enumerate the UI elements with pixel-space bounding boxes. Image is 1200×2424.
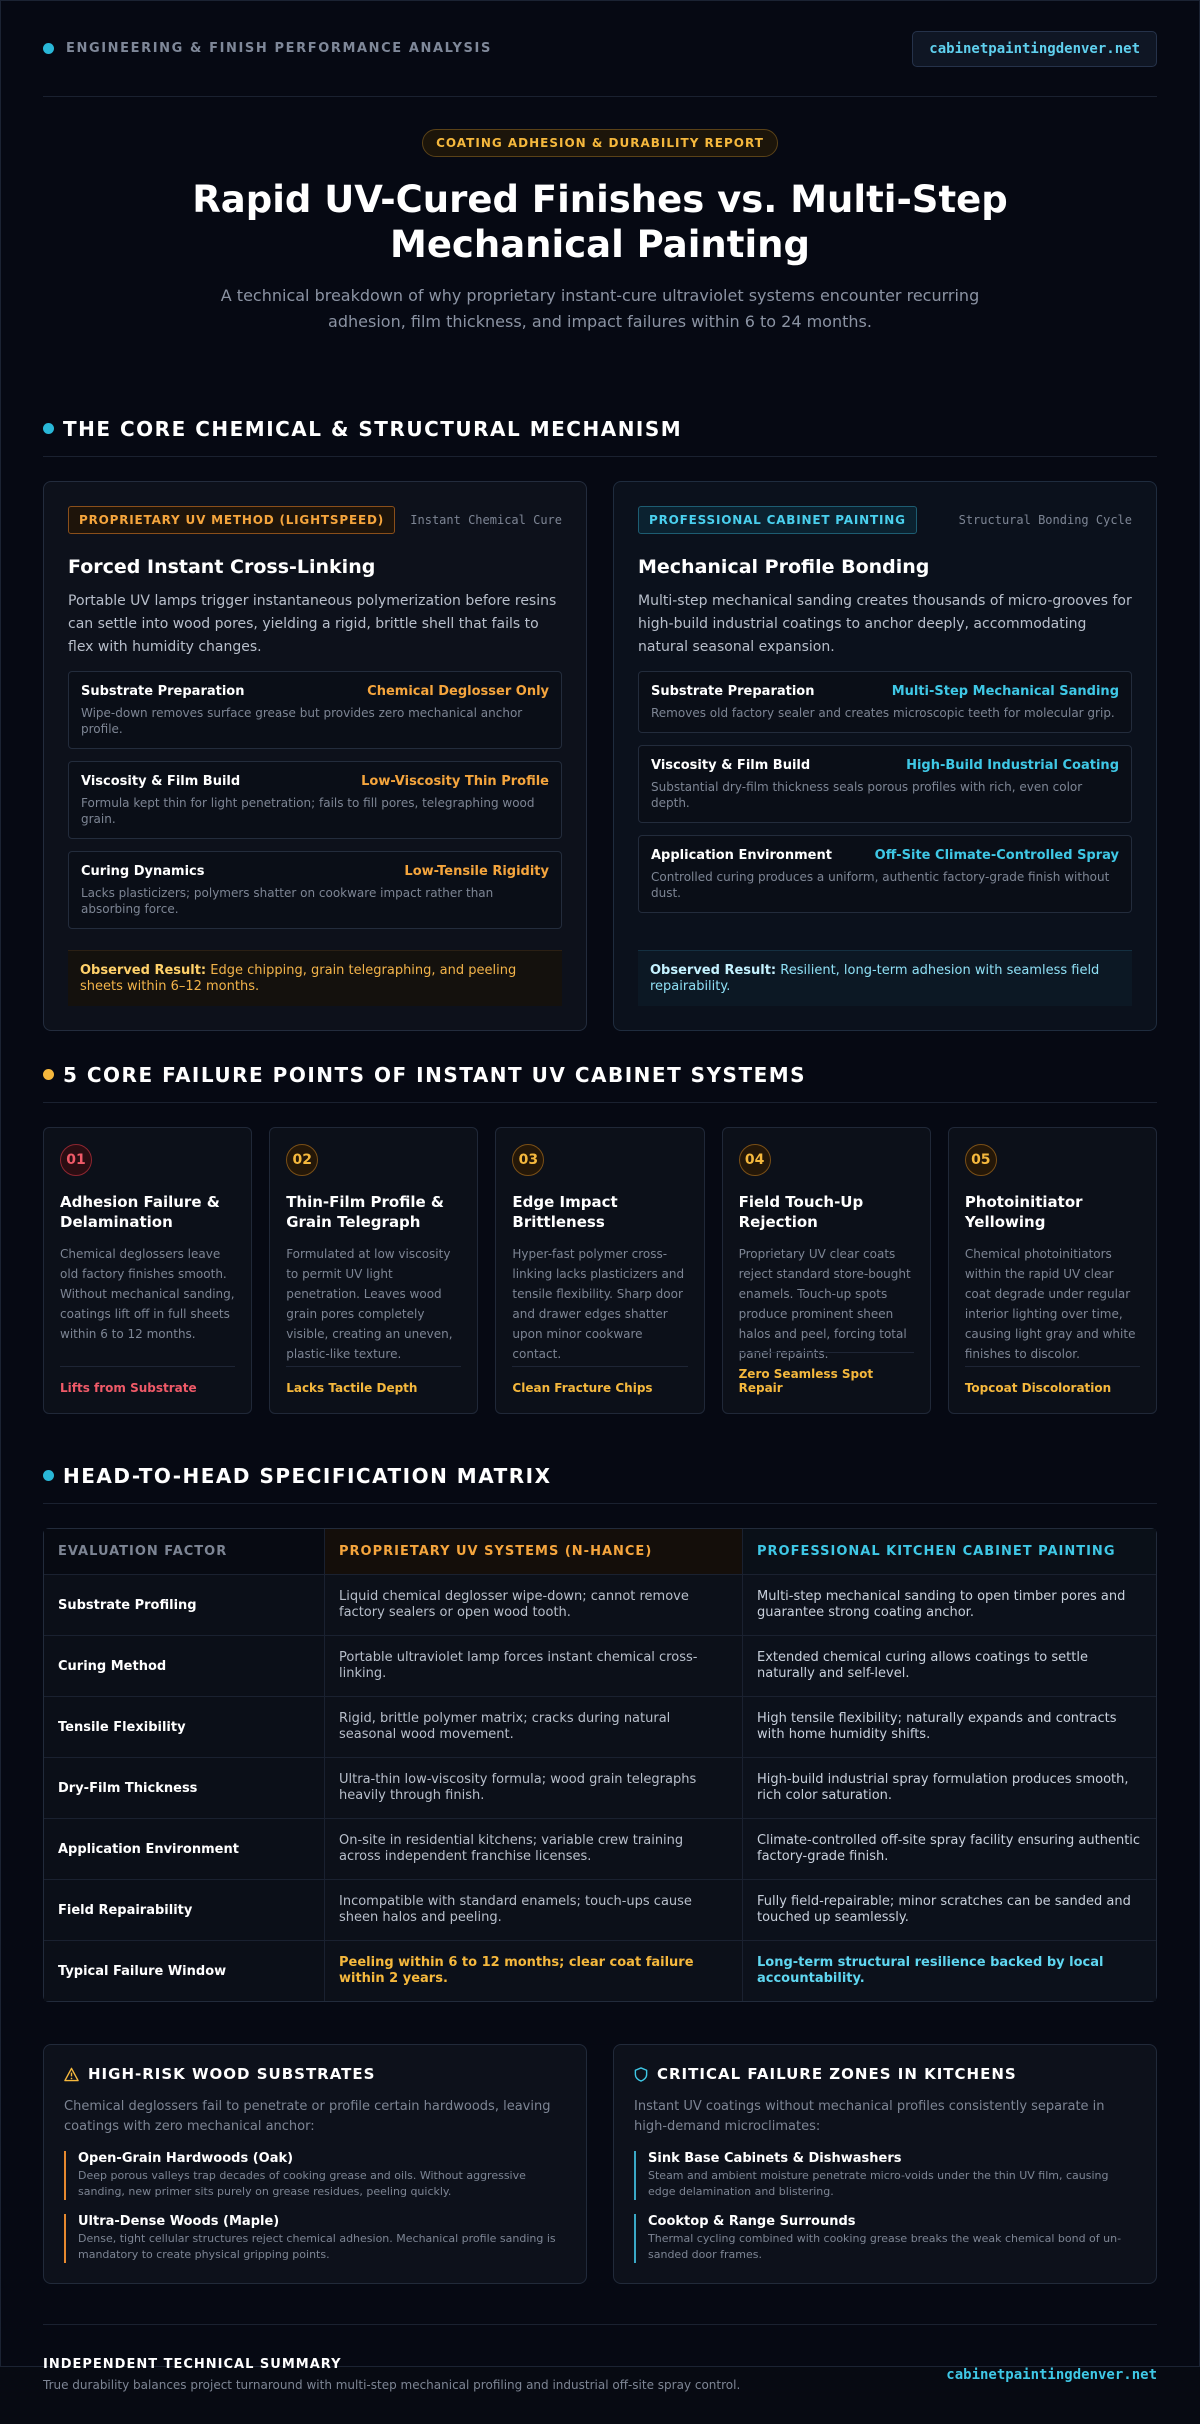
feature-desc: Lacks plasticizers; polymers shatter on cookware impact rather than absorbing force. bbox=[81, 886, 494, 916]
failure-desc: Chemical deglossers leave old factory finishes smooth. Without mechanical sanding, coatings lift off in full sheets within 6 to 12 months. bbox=[60, 1247, 235, 1341]
top-bar bbox=[43, 1, 1157, 97]
failure-title: Photoinitiator Yellowing bbox=[964, 1193, 1083, 1231]
feature-label: Application Environment bbox=[651, 848, 832, 863]
feature-value: Low-Viscosity Thin Profile bbox=[361, 774, 549, 789]
failure-number: 02 bbox=[286, 1144, 318, 1176]
failure-tag: Clean Fracture Chips bbox=[512, 1366, 687, 1395]
page-title: Rapid UV-Cured Finishes vs. Multi-Step Mechanical Painting bbox=[192, 178, 1008, 266]
column-header: EVALUATION FACTOR bbox=[44, 1529, 324, 1574]
uv-method-title: Forced Instant Cross-Linking bbox=[68, 556, 376, 578]
failure-number: 03 bbox=[512, 1144, 544, 1176]
failure-title: Thin-Film Profile & Grain Telegraph bbox=[286, 1193, 444, 1231]
brand-dot-icon bbox=[43, 43, 54, 54]
item-title: Ultra-Dense Woods (Maple) bbox=[78, 2214, 280, 2229]
pro-feature bbox=[638, 745, 1132, 823]
pro-feature bbox=[638, 835, 1132, 913]
feature-desc: Controlled curing produces a uniform, authentic factory-grade finish without dust. bbox=[651, 870, 1110, 900]
item-desc: Thermal cycling combined with cooking grease breaks the weak chemical bond of un-sanded door frames. bbox=[648, 2232, 1122, 2261]
observed-label: Observed Result: bbox=[650, 963, 777, 978]
shield-icon bbox=[634, 2067, 648, 2082]
pro-method-desc: Multi-step mechanical sanding creates thousands of micro-grooves for high-build industrial coatings to anchor deeply, accommodating natural seasonal expansion. bbox=[638, 593, 1132, 655]
zones-title: CRITICAL FAILURE ZONES IN KITCHENS bbox=[657, 2065, 1017, 2083]
pro-method-note: Structural Bonding Cycle bbox=[958, 513, 1132, 527]
section-dot-icon bbox=[43, 423, 54, 434]
feature-value: Chemical Deglosser Only bbox=[367, 684, 549, 699]
failure-card bbox=[43, 1127, 252, 1414]
footer-domain-link[interactable]: cabinetpaintingdenver.net bbox=[946, 2366, 1157, 2383]
list-item bbox=[634, 2151, 1136, 2200]
feature-value: Off-Site Climate-Controlled Spray bbox=[874, 848, 1119, 863]
failure-desc: Proprietary UV clear coats reject standard store-bought enamels. Touch-up spots produce prominent sheen halos and peel, forcing total panel repaints. bbox=[738, 1247, 911, 1361]
warning-icon bbox=[64, 2067, 79, 2082]
uv-observed-result bbox=[68, 950, 562, 1006]
feature-value: Low-Tensile Rigidity bbox=[404, 864, 549, 879]
section-failures-heading bbox=[43, 1047, 1157, 1103]
table-cell-uv: Portable ultraviolet lamp forces instant chemical cross-linking. bbox=[324, 1636, 742, 1696]
failure-card bbox=[722, 1127, 931, 1414]
feature-label: Viscosity & Film Build bbox=[81, 774, 241, 789]
section-title: THE CORE CHEMICAL & STRUCTURAL MECHANISM bbox=[63, 416, 683, 441]
observed-label: Observed Result: bbox=[80, 963, 207, 978]
table-cell-factor: Tensile Flexibility bbox=[44, 1697, 324, 1757]
feature-label: Curing Dynamics bbox=[81, 864, 205, 879]
pro-method-card bbox=[613, 481, 1157, 1031]
report-badge: COATING ADHESION & DURABILITY REPORT bbox=[422, 129, 778, 157]
table-cell-pro: Climate-controlled off-site spray facility ensuring authentic factory-grade finish. bbox=[742, 1819, 1156, 1879]
table-row bbox=[44, 1635, 1156, 1696]
uv-feature bbox=[68, 851, 562, 929]
table-cell-uv: On-site in residential kitchens; variable crew training across independent franchise licenses. bbox=[324, 1819, 742, 1879]
item-title: Cooktop & Range Surrounds bbox=[648, 2214, 856, 2229]
domain-link[interactable]: cabinetpaintingdenver.net bbox=[912, 31, 1157, 67]
table-row bbox=[44, 1574, 1156, 1635]
table-cell-pro: Extended chemical curing allows coatings to settle naturally and self-level. bbox=[742, 1636, 1156, 1696]
table-cell-uv: Ultra-thin low-viscosity formula; wood grain telegraphs heavily through finish. bbox=[324, 1758, 742, 1818]
failure-desc: Chemical photoinitiators within the rapid UV clear coat degrade under regular interior lighting over time, causing light gray and white finishes to discolor. bbox=[964, 1247, 1136, 1361]
table-cell-pro: High tensile flexibility; naturally expands and contracts with home humidity shifts. bbox=[742, 1697, 1156, 1757]
table-cell-uv: Rigid, brittle polymer matrix; cracks during natural seasonal wood movement. bbox=[324, 1697, 742, 1757]
item-desc: Steam and ambient moisture penetrate micro-voids under the thin UV film, causing edge delamination and blistering. bbox=[648, 2169, 1109, 2198]
section-matrix-heading bbox=[43, 1448, 1157, 1504]
table-cell-factor: Application Environment bbox=[44, 1819, 324, 1879]
failure-points bbox=[43, 1127, 1157, 1414]
table-cell-uv: Incompatible with standard enamels; touch-ups cause sheen halos and peeling. bbox=[324, 1880, 742, 1940]
item-desc: Deep porous valleys trap decades of cooking grease and oils. Without aggressive sanding, new primer sits purely on grease residues, peeling quickly. bbox=[78, 2169, 526, 2198]
section-dot-icon bbox=[43, 1470, 54, 1481]
substrates-intro: Chemical deglossers fail to penetrate or profile certain hardwoods, leaving coatings with zero mechanical anchor: bbox=[64, 2099, 551, 2134]
uv-method-desc: Portable UV lamps trigger instantaneous polymerization before resins can settle into wood pores, yielding a rigid, brittle shell that fails to flex with humidity changes. bbox=[68, 593, 557, 655]
section-mechanism-heading bbox=[43, 401, 1157, 457]
table-cell-factor: Substrate Profiling bbox=[44, 1575, 324, 1635]
feature-desc: Wipe-down removes surface grease but provides zero mechanical anchor profile. bbox=[81, 706, 523, 736]
feature-value: Multi-Step Mechanical Sanding bbox=[891, 684, 1119, 699]
pro-observed-result bbox=[638, 950, 1132, 1006]
item-title: Open-Grain Hardwoods (Oak) bbox=[78, 2151, 294, 2166]
observed-text: Edge chipping, grain telegraphing, and peeling sheets within 6–12 months. bbox=[80, 963, 517, 994]
section-title: 5 CORE FAILURE POINTS OF INSTANT UV CABINET SYSTEMS bbox=[63, 1062, 807, 1087]
feature-value: High-Build Industrial Coating bbox=[906, 758, 1119, 773]
table-cell-pro: Long-term structural resilience backed by local accountability. bbox=[742, 1941, 1156, 2001]
table-cell-uv: Peeling within 6 to 12 months; clear coat failure within 2 years. bbox=[324, 1941, 742, 2001]
table-row bbox=[44, 1879, 1156, 1940]
failure-title: Edge Impact Brittleness bbox=[512, 1193, 618, 1231]
uv-feature bbox=[68, 761, 562, 839]
observed-text: Resilient, long-term adhesion with seamless field repairability. bbox=[650, 963, 1100, 994]
brand-label: ENGINEERING & FINISH PERFORMANCE ANALYSIS bbox=[66, 41, 492, 56]
feature-label: Substrate Preparation bbox=[651, 684, 815, 699]
failure-tag: Lifts from Substrate bbox=[60, 1366, 235, 1395]
failure-number: 05 bbox=[965, 1144, 997, 1176]
list-item bbox=[634, 2214, 1136, 2263]
table-cell-pro: Fully field-repairable; minor scratches can be sanded and touched up seamlessly. bbox=[742, 1880, 1156, 1940]
failure-number: 01 bbox=[60, 1144, 92, 1176]
list-item bbox=[64, 2151, 566, 2200]
failure-desc: Formulated at low viscosity to permit UV light penetration. Leaves wood grain pores completely visible, creating an uneven, plastic-like texture. bbox=[286, 1247, 453, 1361]
pro-method-tag: PROFESSIONAL CABINET PAINTING bbox=[638, 506, 917, 534]
footer-title: INDEPENDENT TECHNICAL SUMMARY bbox=[43, 2357, 342, 2372]
table-header-row bbox=[44, 1529, 1156, 1574]
substrates-title: HIGH-RISK WOOD SUBSTRATES bbox=[88, 2065, 376, 2083]
zones-intro: Instant UV coatings without mechanical profiles consistently separate in high-demand microclimates: bbox=[634, 2099, 1105, 2134]
footer-summary: True durability balances project turnaround with multi-step mechanical profiling and industrial off-site spray control. bbox=[43, 2378, 741, 2392]
section-title: HEAD-TO-HEAD SPECIFICATION MATRIX bbox=[63, 1463, 552, 1488]
item-desc: Dense, tight cellular structures reject chemical adhesion. Mechanical profile sanding is mandatory to create physical gripping points. bbox=[78, 2232, 556, 2261]
page-subtitle: A technical breakdown of why proprietary instant-cure ultraviolet systems encounter recurring adhesion, film thickness, and impact failures within 6 to 24 months. bbox=[220, 286, 980, 331]
failure-card bbox=[495, 1127, 704, 1414]
table-row bbox=[44, 1696, 1156, 1757]
table-cell-factor: Curing Method bbox=[44, 1636, 324, 1696]
list-item bbox=[64, 2214, 566, 2263]
failure-card bbox=[948, 1127, 1157, 1414]
uv-method-tag: PROPRIETARY UV METHOD (LIGHTSPEED) bbox=[68, 506, 395, 534]
section-dot-icon bbox=[43, 1069, 54, 1080]
pro-method-title: Mechanical Profile Bonding bbox=[638, 556, 930, 578]
failure-tag: Zero Seamless Spot Repair bbox=[739, 1352, 914, 1395]
feature-desc: Removes old factory sealer and creates microscopic teeth for molecular grip. bbox=[651, 706, 1115, 720]
table-cell-factor: Typical Failure Window bbox=[44, 1941, 324, 2001]
column-header: PROPRIETARY UV SYSTEMS (N-HANCE) bbox=[324, 1529, 742, 1574]
table-cell-factor: Field Repairability bbox=[44, 1880, 324, 1940]
zones-card bbox=[613, 2044, 1157, 2284]
failure-card bbox=[269, 1127, 478, 1414]
feature-label: Substrate Preparation bbox=[81, 684, 245, 699]
failure-tag: Topcoat Discoloration bbox=[965, 1366, 1140, 1395]
risk-panels bbox=[43, 2044, 1157, 2284]
mechanism-comparison bbox=[43, 481, 1157, 1031]
failure-tag: Lacks Tactile Depth bbox=[286, 1366, 461, 1395]
failure-title: Adhesion Failure & Delamination bbox=[60, 1193, 220, 1231]
item-title: Sink Base Cabinets & Dishwashers bbox=[648, 2151, 902, 2166]
failure-number: 04 bbox=[739, 1144, 771, 1176]
uv-feature bbox=[68, 671, 562, 749]
uv-method-card bbox=[43, 481, 587, 1031]
footer bbox=[43, 2324, 1157, 2424]
feature-desc: Formula kept thin for light penetration; fails to fill pores, telegraphing wood grain. bbox=[81, 796, 535, 826]
failure-desc: Hyper-fast polymer cross-linking lacks plasticizers and tensile flexibility. Sharp door and drawer edges shatter upon minor cookware contact. bbox=[512, 1247, 685, 1361]
pro-feature bbox=[638, 671, 1132, 733]
feature-label: Viscosity & Film Build bbox=[651, 758, 811, 773]
table-row bbox=[44, 1818, 1156, 1879]
column-header: PROFESSIONAL KITCHEN CABINET PAINTING bbox=[742, 1529, 1156, 1574]
table-cell-pro: High-build industrial spray formulation produces smooth, rich color saturation. bbox=[742, 1758, 1156, 1818]
table-cell-pro: Multi-step mechanical sanding to open timber pores and guarantee strong coating anchor. bbox=[742, 1575, 1156, 1635]
table-row bbox=[44, 1757, 1156, 1818]
uv-method-note: Instant Chemical Cure bbox=[410, 513, 562, 527]
table-cell-uv: Liquid chemical deglosser wipe-down; cannot remove factory sealers or open wood tooth. bbox=[324, 1575, 742, 1635]
failure-title: Field Touch-Up Rejection bbox=[738, 1193, 864, 1231]
brand bbox=[43, 41, 492, 56]
feature-desc: Substantial dry-film thickness seals porous profiles with rich, even color depth. bbox=[651, 780, 1083, 810]
hero bbox=[43, 97, 1157, 401]
table-row bbox=[44, 1940, 1156, 2001]
substrates-card bbox=[43, 2044, 587, 2284]
table-cell-factor: Dry-Film Thickness bbox=[44, 1758, 324, 1818]
specification-matrix bbox=[43, 1528, 1157, 2002]
